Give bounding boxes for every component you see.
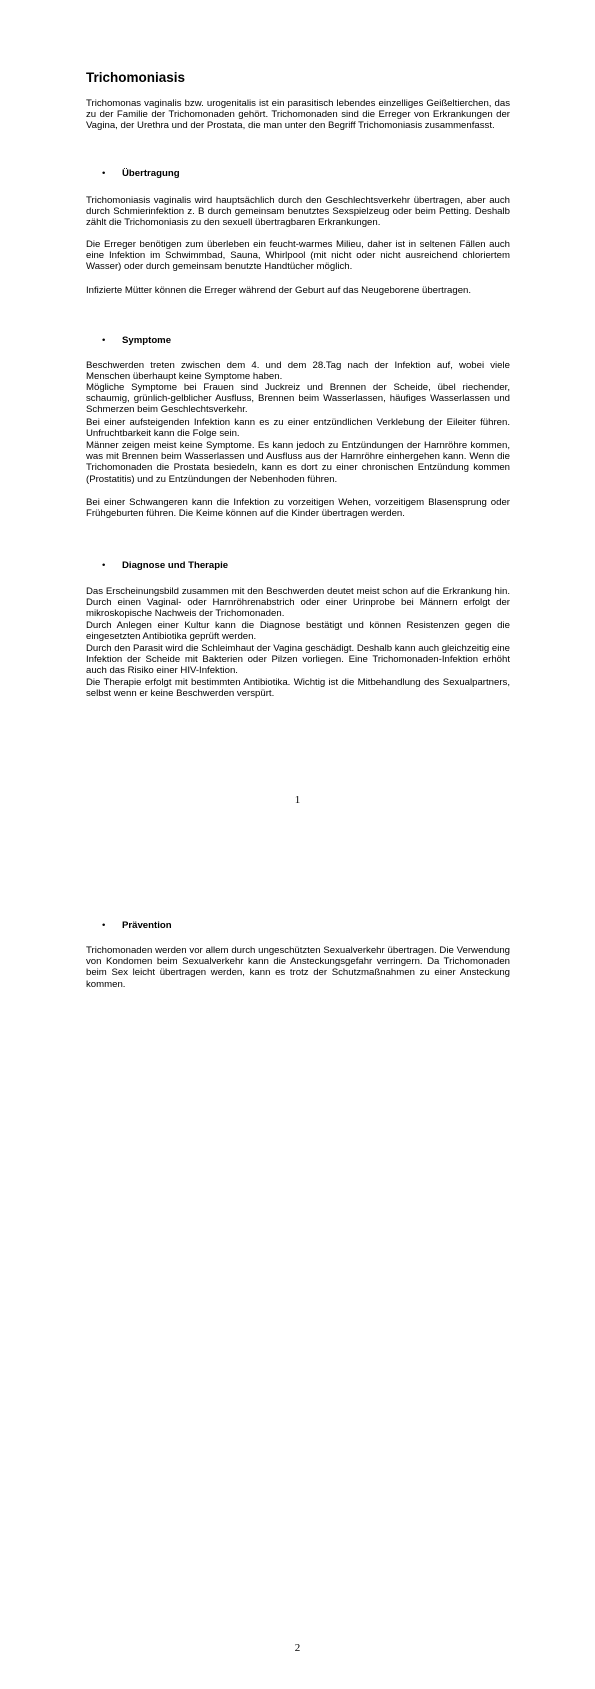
section-paragraph: Das Erscheinungsbild zusammen mit den Beschwerden deutet meist schon auf die Erkrankung hin. Durch einen Vaginal- oder Harnröhrenabstrich oder einer Urinprobe bei Männern erfolgt der mikroskopische Nachweis der Trichomonaden. xyxy=(86,586,510,620)
section-heading-label: Übertragung xyxy=(122,168,180,179)
section-heading-uebertragung xyxy=(102,168,180,180)
document-page-2 xyxy=(0,842,595,1689)
section-heading-praevention xyxy=(102,920,172,932)
section-heading-diagnose xyxy=(102,560,228,572)
section-paragraph: Infizierte Mütter können die Erreger während der Geburt auf das Neugeborene übertragen. xyxy=(86,285,472,296)
bullet-icon: • xyxy=(102,168,106,179)
page-number: 2 xyxy=(294,1642,301,1654)
section-paragraph: Durch Anlegen einer Kultur kann die Diagnose bestätigt und können Resistenzen gegen die eingesetzten Antibiotika geprüft werden. xyxy=(86,620,510,643)
section-paragraph: Die Therapie erfolgt mit bestimmten Antibiotika. Wichtig ist die Mitbehandlung des Sexualpartners, selbst wenn er keine Beschwerden verspürt. xyxy=(86,677,510,700)
bullet-icon: • xyxy=(102,920,106,931)
section-paragraph: Bei einer Schwangeren kann die Infektion zu vorzeitigen Wehen, vorzeitigem Blasensprung oder Frühgeburten führen. Die Keime können auf die Kinder übertragen werden. xyxy=(86,497,510,520)
section-paragraph: Trichomoniasis vaginalis wird hauptsächlich durch den Geschlechtsverkehr übertragen, aber auch durch Schmierinfektion z. B durch gemeinsam benutztes Sexspielzeug oder beim Petting. Deshalb zählt die Trichomoniasis zu den sexuell übertragbaren Erkrankungen. xyxy=(86,195,510,229)
section-paragraph: Männer zeigen meist keine Symptome. Es kann jedoch zu Entzündungen der Harnröhre kommen, was mit Brennen beim Wasserlassen und Ausfluss aus der Harnröhre einhergehen kann. Wenn die Trichomonaden die Prostata besiedeln, kann es dort zu einer chronischen Entzündung kommen (Prostatitis) und zu Entzündungen der Nebenhoden führen. xyxy=(86,440,510,485)
section-paragraph: Beschwerden treten zwischen dem 4. und dem 28.Tag nach der Infektion auf, wobei viele Menschen überhaupt keine Symptome haben. xyxy=(86,360,510,383)
page-number: 1 xyxy=(294,794,301,806)
document-title: Trichomoniasis xyxy=(86,70,186,85)
document-page-1 xyxy=(0,0,595,842)
section-paragraph: Die Erreger benötigen zum überleben ein feucht-warmes Milieu, daher ist in seltenen Fällen auch eine Infektion im Schwimmbad, Sauna, Whirlpool (mit nicht oder nicht ausreichend chloriertem Wasser) oder durch gemeinsam benutzte Handtücher möglich. xyxy=(86,239,510,273)
section-heading-label: Diagnose und Therapie xyxy=(122,560,229,571)
section-heading-label: Prävention xyxy=(122,920,172,931)
section-heading-symptome xyxy=(102,335,171,347)
bullet-icon: • xyxy=(102,335,106,346)
bullet-icon: • xyxy=(102,560,106,571)
section-heading-label: Symptome xyxy=(122,335,172,346)
intro-paragraph: Trichomonas vaginalis bzw. urogenitalis ist ein parasitisch lebendes einzelliges Geißeltierchen, das zu der Familie der Trichomonaden gehört. Trichomonaden sind die Erreger von Erkrankungen der Vagina, der Urethra und der Prostata, die man unter den Begriff Trichomoniasis zusammenfasst. xyxy=(86,98,510,132)
section-paragraph: Trichomonaden werden vor allem durch ungeschützten Sexualverkehr übertragen. Die Verwendung von Kondomen beim Sexualverkehr kann die Ansteckungsgefahr verringern. Da Trichomonaden beim Sex leicht übertragen werden, kann es trotz der Schutzmaßnahmen zu einer Ansteckung kommen. xyxy=(86,945,510,990)
section-paragraph: Bei einer aufsteigenden Infektion kann es zu einer entzündlichen Verklebung der Eileiter führen. Unfruchtbarkeit kann die Folge sein. xyxy=(86,417,510,440)
section-paragraph: Durch den Parasit wird die Schleimhaut der Vagina geschädigt. Deshalb kann auch gleichzeitig eine Infektion der Scheide mit Bakterien oder Pilzen vorliegen. Eine Trichomonaden-Infektion erhöht auch das Risiko einer HIV-Infektion. xyxy=(86,643,510,677)
section-paragraph: Mögliche Symptome bei Frauen sind Juckreiz und Brennen der Scheide, übel riechender, schaumig, grünlich-gelblicher Ausfluss, Brennen beim Wasserlassen, häufiges Wasserlassen und Schmerzen beim Geschlechtsverkehr. xyxy=(86,382,510,416)
